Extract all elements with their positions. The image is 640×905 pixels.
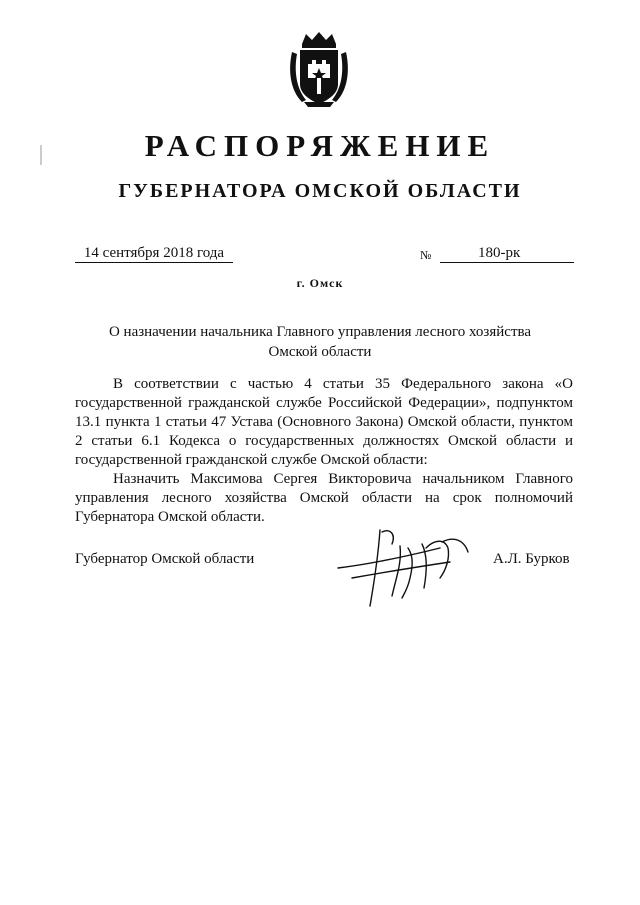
paragraph-order: Назначить Максимова Сергея Викторовича начальником Главного управления лесного хозяйства Омской области на срок полномочий Губернатора Омской области. — [75, 471, 573, 525]
signer-name: А.Л. Бурков — [493, 551, 570, 567]
signer-title: Губернатор Омской области — [75, 551, 255, 567]
paragraph-legal-basis: В соответствии с частью 4 статьи 35 Федерального закона «О государственной гражданской службе Российской Федерации», подпунктом 13.1 пункта 1 статьи 47 Устава (Основного Закона) Омской области, пунктом 2 статьи 6.1 Кодекса о государственных должностях Омской области и государственной гражданской службе Омской области: — [75, 376, 573, 468]
subject-line-1: О назначении начальника Главного управления лесного хозяйства — [108, 324, 532, 340]
signature-icon — [330, 518, 480, 608]
number-sign: № — [420, 248, 432, 262]
subject-line-2: Омской области — [268, 344, 372, 360]
document-body — [75, 375, 573, 527]
coat-of-arms-icon — [288, 30, 350, 108]
document-subject — [90, 322, 550, 362]
document-date: 14 сентября 2018 года — [75, 244, 233, 263]
issuing-authority: ГУБЕРНАТОРА ОМСКОЙ ОБЛАСТИ — [118, 180, 522, 202]
document-number: 180-рк — [440, 244, 574, 263]
document-type-title: РАСПОРЯЖЕНИЕ — [144, 128, 496, 163]
city: г. Омск — [296, 276, 344, 290]
